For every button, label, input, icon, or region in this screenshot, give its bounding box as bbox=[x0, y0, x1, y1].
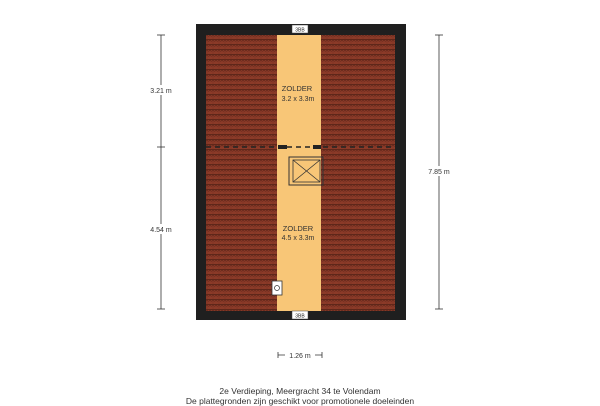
dimension-left-top-label: 3.21 m bbox=[150, 88, 172, 95]
attic-floor bbox=[277, 35, 321, 311]
room-label-top: ZOLDER bbox=[281, 84, 313, 93]
roof-slope-left bbox=[206, 35, 277, 311]
dimension-left bbox=[157, 35, 165, 309]
fixture bbox=[272, 281, 282, 295]
room-label-bottom: ZOLDER bbox=[282, 224, 314, 233]
divider-post-right bbox=[313, 145, 321, 149]
room-size-bottom: 4.5 x 3.3m bbox=[281, 235, 315, 242]
window-top bbox=[292, 25, 308, 34]
dimension-right-label: 7.85 m bbox=[428, 169, 450, 176]
room-size-top: 3.2 x 3.3m bbox=[281, 96, 315, 103]
window-bottom-label: 3BB bbox=[295, 313, 305, 320]
caption-title: 2e Verdieping, Meergracht 34 te Volendam bbox=[219, 386, 381, 396]
window-bottom bbox=[292, 311, 308, 320]
window-top-label: 3BB bbox=[295, 27, 305, 34]
caption-disclaimer: De plattegronden zijn geschikt voor promotionele doeleinden bbox=[185, 396, 415, 406]
dimension-left-bottom-label: 4.54 m bbox=[150, 227, 172, 234]
roof-slope-right bbox=[321, 35, 395, 311]
dimension-bottom-label: 1.26 m bbox=[289, 353, 311, 360]
divider-post-left bbox=[278, 145, 287, 149]
